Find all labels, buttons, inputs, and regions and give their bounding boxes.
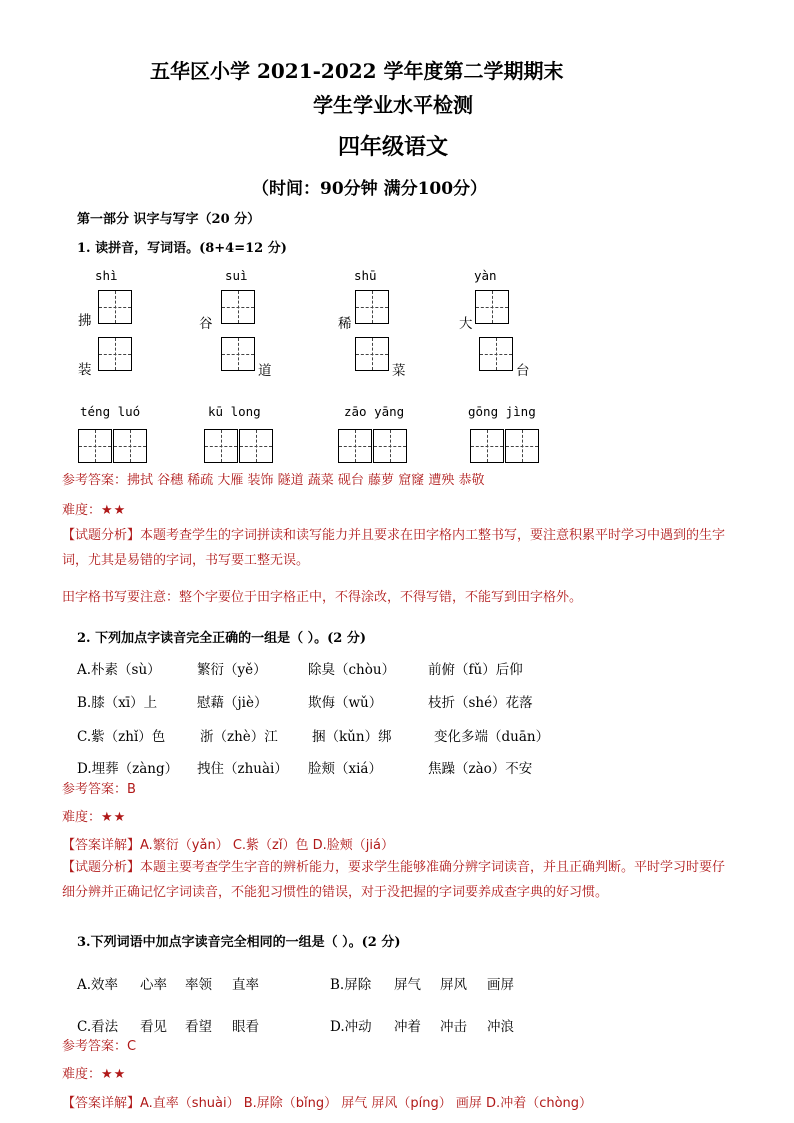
q3-option: 屏气: [394, 977, 421, 993]
word-char: 装: [78, 362, 92, 378]
q2-option: 捆（kǔn）绑: [312, 729, 392, 745]
q1-difficulty: [62, 499, 126, 518]
q3-option: 心率: [140, 977, 167, 993]
q2-option: 除臭（chòu）: [308, 662, 396, 678]
q3-option: A.效率: [77, 977, 119, 993]
tianzige-box[interactable]: [98, 290, 132, 324]
q2-difficulty: [62, 806, 126, 825]
q3-option: 冲击: [440, 1019, 467, 1035]
pinyin: kū long: [208, 404, 261, 419]
difficulty-stars: ★★: [101, 1067, 127, 1082]
q1-handwriting-note: 田字格书写要注意：整个字要位于田字格正中，不得涂改，不得写错，不能写到田字格外。: [62, 590, 583, 605]
q3-option: C.看法: [77, 1019, 119, 1035]
word-char: 台: [516, 363, 530, 379]
tianzige-box[interactable]: [221, 337, 255, 371]
pinyin: shū: [354, 268, 377, 283]
pinyin: téng luó: [80, 404, 141, 419]
q3-option: 直率: [232, 977, 259, 993]
q3-answer-detail: 【答案详解】A.直率（shuài） B.屏除（bǐng） 屏气 屏风（píng） 画屏 D.冲着（chòng）: [62, 1096, 593, 1111]
tianzige-box[interactable]: [338, 429, 372, 463]
q3-option: 冲浪: [487, 1019, 514, 1035]
q1-heading: 1. 读拼音，写词语。(8+4=12 分): [77, 241, 287, 256]
q3-option: D.冲动: [330, 1019, 372, 1035]
q1-answer: 参考答案：拂拭 谷穗 稀疏 大雁 装饰 隧道 蔬菜 砚台 藤萝 窟窿 遭殃 恭敬: [62, 473, 485, 488]
q2-option: 焦躁（zào）不安: [428, 761, 533, 777]
q2-option: B.膝（xī）上: [77, 695, 158, 711]
q2-option: 拽住（zhuài）: [197, 761, 288, 777]
word-char: 稀: [338, 316, 352, 332]
pinyin: suì: [225, 268, 248, 283]
pinyin: gōng jìng: [468, 404, 536, 419]
difficulty-stars: ★★: [101, 503, 127, 518]
tianzige-box[interactable]: [475, 290, 509, 324]
q2-option: A.朴素（sù）: [77, 662, 161, 678]
q2-analysis: 【试题分析】本题主要考查学生字音的辨析能力，要求学生能够准确分辨字词读音，并且正确判断。平时学习时要仔细分辨并正确记忆字词读音，不能犯习惯性的错误，对于没把握的字词要养成查字典的好习惯。: [62, 860, 726, 900]
q2-answer-detail: 【答案详解】A.繁衍（yǎn） C.紫（zǐ）色 D.脸颊（jiá）: [62, 838, 394, 853]
q2-option: 变化多端（duān）: [434, 729, 550, 745]
q2-option: C.紫（zhǐ）色: [77, 729, 166, 745]
word-char: 拂: [78, 313, 92, 329]
tianzige-box[interactable]: [373, 429, 407, 463]
title-line-1: 五华区小学 2021-2022 学年度第二学期期末: [150, 59, 564, 83]
q3-difficulty: [62, 1063, 126, 1082]
difficulty-stars: ★★: [101, 810, 127, 825]
tianzige-box[interactable]: [479, 337, 513, 371]
pinyin: shì: [95, 268, 118, 283]
word-char: 大: [459, 316, 473, 332]
q2-answer: 参考答案：B: [62, 782, 136, 797]
q2-option: 慰藉（jiè）: [197, 695, 268, 711]
q3-heading: 3.下列词语中加点字读音完全相同的一组是（ ）。(2 分): [77, 935, 401, 950]
q2-heading: 2. 下列加点字读音完全正确的一组是（ ）。(2 分): [77, 631, 366, 646]
q3-answer: 参考答案：C: [62, 1039, 137, 1054]
tianzige-box[interactable]: [78, 429, 112, 463]
pinyin: zāo yāng: [344, 404, 405, 419]
q2-option: 繁衍（yě）: [197, 662, 267, 678]
tianzige-box[interactable]: [505, 429, 539, 463]
q2-option: 前俯（fǔ）后仰: [428, 662, 523, 678]
q3-option: 率领: [185, 977, 212, 993]
tianzige-box[interactable]: [355, 290, 389, 324]
word-char: 谷: [199, 316, 213, 332]
pinyin: yàn: [474, 268, 497, 283]
q2-option: 欺侮（wǔ）: [308, 695, 383, 711]
q1-analysis: 【试题分析】本题考查学生的字词拼读和读写能力并且要求在田字格内工整书写，要注意积累平时学习中遇到的生字词，尤其是易错的字词，书写要工整无误。: [62, 528, 726, 568]
q3-option: 看见: [140, 1019, 167, 1035]
q2-option: 枝折（shé）花落: [428, 695, 533, 711]
tianzige-box[interactable]: [98, 337, 132, 371]
q2-option: 浙（zhè）江: [200, 729, 278, 745]
tianzige-box[interactable]: [204, 429, 238, 463]
tianzige-box[interactable]: [355, 337, 389, 371]
q3-option: 屏风: [440, 977, 467, 993]
title-grade-subject: 四年级语文: [338, 134, 449, 160]
difficulty-label: 难度：: [62, 503, 102, 518]
q3-option: 看望: [185, 1019, 212, 1035]
tianzige-box[interactable]: [221, 290, 255, 324]
word-char: 道: [258, 363, 272, 379]
word-char: 菜: [392, 363, 406, 379]
difficulty-label: 难度：: [62, 1067, 102, 1082]
q2-option: D.埋葬（zàng）: [77, 761, 179, 777]
exam-time-score: （时间：90分钟 满分100分）: [252, 179, 488, 199]
part1-heading: 第一部分 识字与写字（20 分）: [77, 212, 261, 227]
tianzige-box[interactable]: [470, 429, 504, 463]
q3-option: 冲着: [394, 1019, 421, 1035]
tianzige-box[interactable]: [113, 429, 147, 463]
title-line-2: 学生学业水平检测: [313, 93, 473, 117]
difficulty-label: 难度：: [62, 810, 102, 825]
q3-option: 画屏: [487, 977, 514, 993]
q3-option: B.屏除: [330, 977, 372, 993]
q2-option: 脸颊（xiá）: [308, 761, 382, 777]
tianzige-box[interactable]: [239, 429, 273, 463]
q3-option: 眼看: [232, 1019, 259, 1035]
